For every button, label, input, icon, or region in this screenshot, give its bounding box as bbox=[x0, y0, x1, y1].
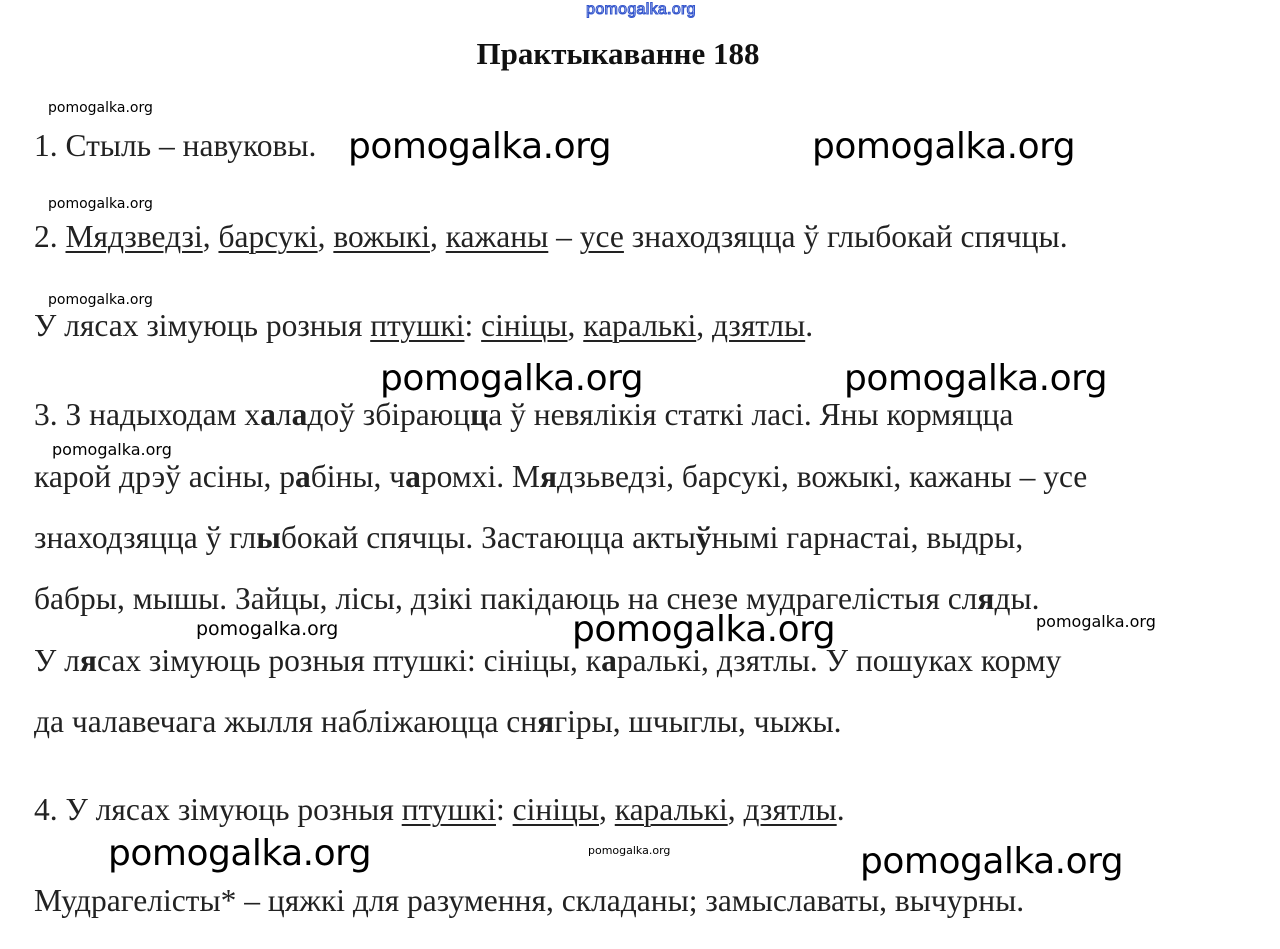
text-run: нымі гарнастаі, выдры, bbox=[711, 520, 1024, 555]
underlined-word: дзятлы bbox=[743, 792, 837, 827]
text-run: дзьведзі, барсукі, вожыкі, кажаны – усе bbox=[557, 459, 1088, 494]
bold-letter: ы bbox=[256, 520, 281, 555]
text-run: да чалавечага жылля набліжаюцца сн bbox=[34, 704, 538, 739]
watermark-large: pomogalka.org bbox=[860, 841, 1124, 882]
watermark-medium: pomogalka.org bbox=[196, 618, 339, 640]
task-3-line-1 bbox=[34, 397, 1013, 433]
underlined-word: усе bbox=[579, 219, 624, 254]
bold-letter: а bbox=[294, 459, 311, 494]
bold-letter: а bbox=[601, 643, 617, 678]
exercise-title: Практыкаванне 188 bbox=[476, 36, 760, 71]
bold-letter: я bbox=[79, 643, 97, 678]
bold-letter: ў bbox=[695, 520, 712, 555]
text-run: 3. З надыходам х bbox=[34, 397, 261, 432]
task-4-line bbox=[34, 792, 845, 828]
text-run: знаходзяцца ў гл bbox=[34, 520, 257, 555]
bold-letter: а bbox=[291, 397, 308, 432]
bold-letter: а bbox=[260, 397, 276, 432]
bold-letter: я bbox=[977, 581, 995, 616]
separator: , bbox=[429, 219, 446, 254]
watermark-small: pomogalka.org bbox=[48, 100, 153, 116]
bold-letter: я bbox=[537, 704, 555, 739]
text-run: ромхі. М bbox=[420, 459, 540, 494]
task-2b-line bbox=[34, 308, 813, 344]
underlined-word: птушкі bbox=[370, 308, 465, 343]
underlined-word: барсукі bbox=[218, 219, 318, 254]
task-1-text: 1. Стыль – навуковы. bbox=[34, 128, 317, 163]
text-run: а ў невялікія статкі ласі. Яны кормяцца bbox=[488, 397, 1014, 432]
text-run: доў збіраюц bbox=[307, 397, 471, 432]
task-1-line bbox=[34, 128, 316, 164]
underlined-word: кажаны bbox=[445, 219, 549, 254]
bold-letter: а bbox=[405, 459, 421, 494]
watermark-tiny: pomogalka.org bbox=[588, 844, 671, 857]
text-run: біны, ч bbox=[310, 459, 406, 494]
watermark-small: pomogalka.org bbox=[52, 440, 172, 459]
footnote-text: Мудрагелісты* – цяжкі для разумення, складаны; замыславаты, вычурны. bbox=[34, 883, 1025, 918]
underlined-word: сініцы bbox=[512, 792, 599, 827]
underlined-word: птушкі bbox=[401, 792, 496, 827]
text-run: карой дрэў асіны, р bbox=[34, 459, 295, 494]
site-watermark-top: pomogalka.org bbox=[586, 1, 696, 18]
watermark-large: pomogalka.org bbox=[348, 126, 612, 167]
text-run: бокай спячцы. Застаюцца акты bbox=[280, 520, 696, 555]
text-run: ралькі, дзятлы. У пошуках корму bbox=[616, 643, 1062, 678]
task-2-number: 2. bbox=[34, 219, 66, 254]
separator: , bbox=[599, 792, 615, 827]
separator: , bbox=[202, 219, 219, 254]
watermark-large: pomogalka.org bbox=[108, 833, 372, 874]
watermark-small: pomogalka.org bbox=[1036, 612, 1156, 631]
text-run: сах зімуюць розныя птушкі: сініцы, к bbox=[96, 643, 602, 678]
task-3-line-3 bbox=[34, 520, 1023, 556]
watermark-large: pomogalka.org bbox=[572, 609, 836, 650]
task-3-line-4 bbox=[34, 581, 1040, 617]
text-run: гіры, шчыглы, чыжы. bbox=[554, 704, 842, 739]
text-run: бабры, мышы. Зайцы, лісы, дзікі пакідаюць на снезе мудрагелістыя сл bbox=[34, 581, 978, 616]
bold-letter: я bbox=[540, 459, 558, 494]
text-run: У л bbox=[34, 643, 80, 678]
task-2-line bbox=[34, 219, 1068, 255]
text-run: ды. bbox=[994, 581, 1040, 616]
separator: . bbox=[836, 792, 845, 827]
bold-letter: ц bbox=[470, 397, 489, 432]
footnote-line bbox=[34, 883, 1024, 919]
underlined-word: каралькі bbox=[583, 308, 697, 343]
watermark-small: pomogalka.org bbox=[48, 292, 153, 308]
watermark-large: pomogalka.org bbox=[844, 358, 1108, 399]
underlined-word: сініцы bbox=[481, 308, 568, 343]
watermark-large: pomogalka.org bbox=[380, 358, 644, 399]
task-3-line-2 bbox=[34, 459, 1087, 495]
separator: . bbox=[805, 308, 814, 343]
separator: : bbox=[464, 308, 482, 343]
watermark-large: pomogalka.org bbox=[812, 126, 1076, 167]
task-3-line-6 bbox=[34, 704, 842, 740]
task-3-line-5 bbox=[34, 643, 1061, 679]
separator: , bbox=[727, 792, 744, 827]
watermark-small: pomogalka.org bbox=[48, 196, 153, 212]
underlined-word: вожыкі bbox=[333, 219, 430, 254]
separator: , bbox=[696, 308, 712, 343]
separator: – bbox=[548, 219, 580, 254]
underlined-word: дзятлы bbox=[711, 308, 806, 343]
underlined-word: каралькі bbox=[614, 792, 728, 827]
sentence-start: У лясах зімуюць розныя bbox=[34, 308, 371, 343]
sentence-start: 4. У лясах зімуюць розныя bbox=[34, 792, 402, 827]
underlined-word: Мядзведзі bbox=[65, 219, 203, 254]
separator: , bbox=[317, 219, 334, 254]
separator: : bbox=[495, 792, 513, 827]
task-2-rest: знаходзяцца ў глыбокай спячцы. bbox=[623, 219, 1068, 254]
text-run: л bbox=[275, 397, 292, 432]
separator: , bbox=[567, 308, 584, 343]
